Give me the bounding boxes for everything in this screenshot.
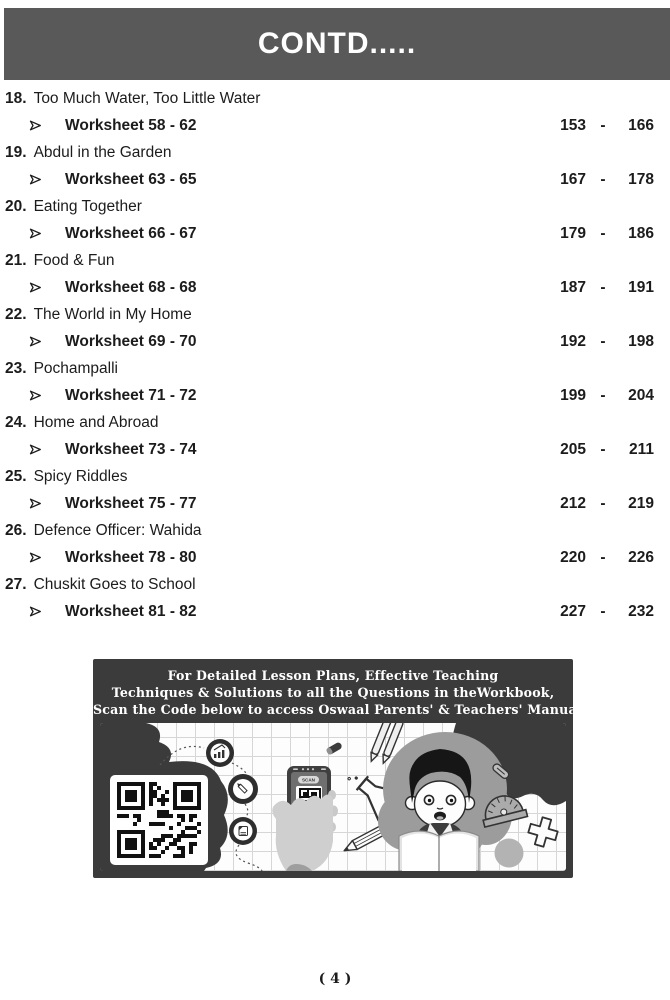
worksheet-arrow-icon — [29, 443, 42, 456]
page-range — [542, 279, 670, 297]
page-end: 166 — [628, 116, 654, 134]
worksheet-line — [0, 598, 670, 625]
banner-line-3: Scan the Code below to access Oswaal Parents' & Teachers' Manual — [93, 702, 582, 717]
chapter-title: Home and Abroad — [33, 413, 159, 431]
page-range — [542, 549, 670, 567]
page-dash: - — [600, 278, 606, 296]
banner-line-2: Techniques & Solutions to all the Questions in theWorkbook, — [111, 685, 555, 700]
toc-chapter — [0, 301, 670, 355]
page-end: 191 — [628, 278, 654, 296]
chapter-number: 24. — [5, 413, 27, 431]
chapter-title: Spicy Riddles — [33, 467, 128, 485]
page-end: 226 — [628, 548, 654, 566]
table-of-contents — [0, 85, 670, 625]
chapter-line — [0, 571, 670, 598]
banner-illustration — [100, 723, 566, 871]
chapter-title: Eating Together — [33, 197, 142, 215]
page-start: 205 — [560, 440, 586, 458]
page-start: 227 — [560, 602, 586, 620]
toc-chapter — [0, 463, 670, 517]
toc-chapter — [0, 139, 670, 193]
phone-scan — [272, 766, 338, 871]
page-dash: - — [600, 494, 606, 512]
page-title: CONTD..... — [257, 27, 417, 60]
toc-chapter — [0, 193, 670, 247]
chapter-number: 19. — [5, 143, 27, 161]
page-number: ( 4 ) — [318, 971, 352, 987]
chapter-line — [0, 247, 670, 274]
phone-scan-label: SCAN — [301, 777, 316, 783]
page-end: 232 — [628, 602, 654, 620]
page-dash: - — [600, 602, 606, 620]
chapter-title: Abdul in the Garden — [33, 143, 172, 161]
worksheet-range: Worksheet 71 - 72 — [65, 386, 197, 404]
page-range — [542, 171, 670, 189]
page-dash: - — [600, 116, 606, 134]
page-start: 212 — [560, 494, 586, 512]
worksheet-line — [0, 490, 670, 517]
worksheet-range: Worksheet 81 - 82 — [65, 602, 197, 620]
worksheet-range: Worksheet 75 - 77 — [65, 494, 197, 512]
worksheet-range: Worksheet 73 - 74 — [65, 440, 197, 458]
worksheet-arrow-icon — [29, 173, 42, 186]
worksheet-range: Worksheet 68 - 68 — [65, 278, 197, 296]
qr-code — [110, 775, 208, 865]
plus-icon — [526, 815, 561, 850]
page-dash: - — [600, 386, 606, 404]
worksheet-arrow-icon — [29, 119, 42, 132]
page-dash: - — [600, 440, 606, 458]
worksheet-line — [0, 436, 670, 463]
page-start: 220 — [560, 548, 586, 566]
contd-header-bar — [4, 8, 670, 80]
worksheet-line — [0, 274, 670, 301]
chapter-number: 22. — [5, 305, 27, 323]
page-dash: - — [600, 332, 606, 350]
banner-text — [93, 659, 582, 718]
chapter-number: 26. — [5, 521, 27, 539]
page-range — [542, 225, 670, 243]
page-start: 167 — [560, 170, 586, 188]
worksheet-range: Worksheet 63 - 65 — [65, 170, 197, 188]
worksheet-range: Worksheet 66 - 67 — [65, 224, 197, 242]
page-start: 199 — [560, 386, 586, 404]
chapter-title: Too Much Water, Too Little Water — [33, 89, 261, 107]
hand — [272, 795, 333, 871]
page-end: 186 — [628, 224, 654, 242]
page-range — [542, 495, 670, 513]
page-start: 187 — [560, 278, 586, 296]
pencil-icon — [228, 774, 258, 804]
page-end: 219 — [628, 494, 654, 512]
page-range — [542, 117, 670, 135]
page-end: 178 — [628, 170, 654, 188]
chapter-line — [0, 355, 670, 382]
chapter-title: Chuskit Goes to School — [33, 575, 196, 593]
page-range — [542, 441, 670, 459]
worksheet-line — [0, 166, 670, 193]
chapter-line — [0, 85, 670, 112]
toc-chapter — [0, 355, 670, 409]
worksheet-arrow-icon — [29, 497, 42, 510]
page-start: 153 — [560, 116, 586, 134]
page-start: 179 — [560, 224, 586, 242]
book — [399, 831, 479, 871]
chapter-title: Pochampalli — [33, 359, 118, 377]
worksheet-line — [0, 328, 670, 355]
worksheet-arrow-icon — [29, 605, 42, 618]
page-range — [542, 333, 670, 351]
worksheet-arrow-icon — [29, 551, 42, 564]
page-start: 192 — [560, 332, 586, 350]
toc-chapter — [0, 85, 670, 139]
toc-chapter — [0, 247, 670, 301]
page-dash: - — [600, 170, 606, 188]
chapter-line — [0, 409, 670, 436]
worksheet-line — [0, 112, 670, 139]
chapter-line — [0, 463, 670, 490]
chapter-number: 20. — [5, 197, 27, 215]
chapter-number: 27. — [5, 575, 27, 593]
toc-chapter — [0, 571, 670, 625]
toc-chapter — [0, 517, 670, 571]
toc-chapter — [0, 409, 670, 463]
page-end: 211 — [628, 440, 654, 458]
chapter-line — [0, 139, 670, 166]
chapter-title: Defence Officer: Wahida — [33, 521, 202, 539]
chapter-title: The World in My Home — [33, 305, 192, 323]
worksheet-arrow-icon — [29, 281, 42, 294]
chapter-number: 25. — [5, 467, 27, 485]
worksheet-arrow-icon — [29, 335, 42, 348]
chapter-title: Food & Fun — [33, 251, 115, 269]
chapter-number: 23. — [5, 359, 27, 377]
chapter-line — [0, 301, 670, 328]
worksheet-range: Worksheet 78 - 80 — [65, 548, 197, 566]
chapter-number: 21. — [5, 251, 27, 269]
eraser-illustration — [326, 741, 343, 755]
worksheet-line — [0, 382, 670, 409]
parents-teachers-manual-banner — [93, 659, 582, 878]
banner-line-1: For Detailed Lesson Plans, Effective Teaching — [167, 668, 499, 683]
page-end: 204 — [628, 386, 654, 404]
page-end: 198 — [628, 332, 654, 350]
worksheet-arrow-icon — [29, 227, 42, 240]
worksheet-range: Worksheet 58 - 62 — [65, 116, 197, 134]
page-range — [542, 387, 670, 405]
page-range — [542, 603, 670, 621]
chapter-number: 18. — [5, 89, 27, 107]
worksheet-range: Worksheet 69 - 70 — [65, 332, 197, 350]
chapter-line — [0, 193, 670, 220]
worksheet-line — [0, 220, 670, 247]
worksheet-arrow-icon — [29, 389, 42, 402]
chapter-line — [0, 517, 670, 544]
calendar-icon — [229, 817, 257, 845]
page-dash: - — [600, 548, 606, 566]
gray-circle — [495, 839, 524, 868]
worksheet-line — [0, 544, 670, 571]
page-dash: - — [600, 224, 606, 242]
growth-chart-icon — [206, 739, 234, 767]
